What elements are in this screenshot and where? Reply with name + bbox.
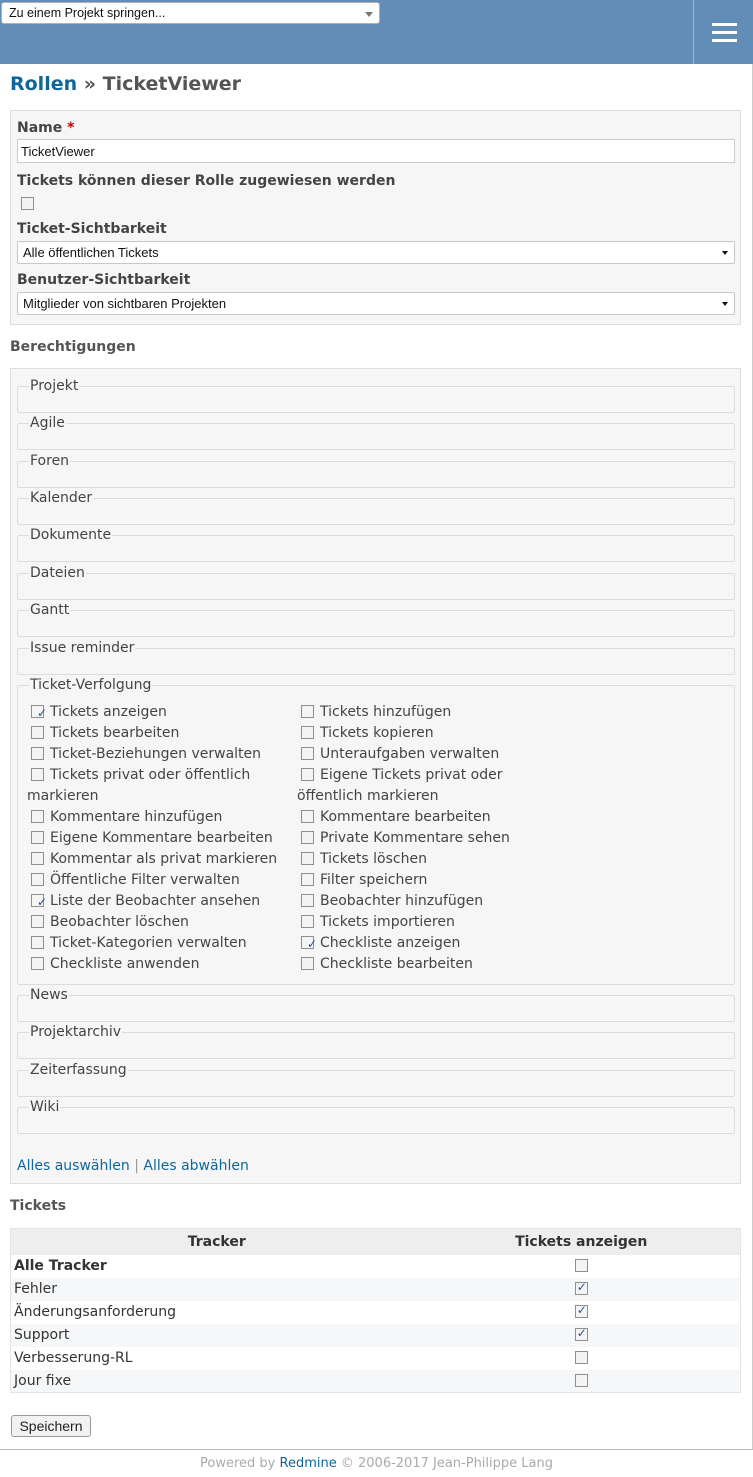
permission-checkbox[interactable] bbox=[31, 957, 44, 970]
permission-item[interactable] bbox=[27, 765, 282, 807]
permission-label: Tickets hinzufügen bbox=[320, 704, 452, 720]
permission-label: Tickets privat oder öffentlich markieren bbox=[27, 767, 251, 804]
tracker-view-checkbox[interactable] bbox=[575, 1351, 588, 1364]
module-legend-gantt[interactable]: Gantt bbox=[30, 602, 70, 618]
permission-item[interactable] bbox=[297, 912, 572, 933]
permission-checkbox[interactable] bbox=[31, 915, 44, 928]
permission-item[interactable] bbox=[297, 744, 572, 765]
module-legend-dokumente[interactable]: Dokumente bbox=[30, 527, 112, 543]
permission-item[interactable] bbox=[27, 723, 302, 744]
select-all-link[interactable]: Alles auswählen bbox=[17, 1158, 130, 1174]
users-visibility-select[interactable]: Mitglieder von sichtbaren Projekten bbox=[17, 292, 735, 315]
table-row bbox=[11, 1255, 741, 1278]
permission-checkbox[interactable] bbox=[31, 936, 44, 949]
permission-item[interactable] bbox=[297, 870, 572, 891]
tracker-view-checkbox[interactable] bbox=[575, 1282, 588, 1295]
permission-item[interactable] bbox=[27, 828, 302, 849]
permissions-heading: Berechtigungen bbox=[10, 339, 136, 355]
permission-item[interactable] bbox=[27, 912, 302, 933]
permission-item[interactable] bbox=[27, 891, 302, 912]
permission-checkbox[interactable] bbox=[301, 726, 314, 739]
module-legend-wiki[interactable]: Wiki bbox=[30, 1099, 60, 1115]
tracker-view-checkbox[interactable] bbox=[575, 1305, 588, 1318]
permission-label: Kommentar als privat markieren bbox=[50, 851, 278, 867]
module-legend-ticket-verfolgung[interactable]: Ticket-Verfolgung bbox=[30, 677, 152, 693]
permission-item[interactable] bbox=[297, 807, 572, 828]
name-label: Name * bbox=[17, 120, 75, 136]
table-row bbox=[11, 1347, 741, 1370]
permission-checkbox[interactable] bbox=[301, 957, 314, 970]
permission-checkbox[interactable] bbox=[31, 768, 44, 781]
chevron-down-icon bbox=[365, 12, 373, 17]
permission-checkbox[interactable] bbox=[31, 747, 44, 760]
tracker-name: Support bbox=[11, 1324, 423, 1347]
permission-item[interactable] bbox=[27, 954, 302, 975]
select-links: Alles auswählen | Alles abwählen bbox=[17, 1158, 249, 1174]
permission-label: Tickets bearbeiten bbox=[50, 725, 180, 741]
chevron-down-icon bbox=[722, 302, 728, 306]
permission-label: Eigene Tickets privat oder öffentlich markieren bbox=[297, 767, 503, 804]
tracker-name: Jour fixe bbox=[11, 1370, 423, 1393]
permission-label: Beobachter hinzufügen bbox=[320, 893, 484, 909]
permission-item[interactable] bbox=[297, 933, 572, 954]
chevron-down-icon bbox=[722, 251, 728, 255]
permission-checkbox[interactable] bbox=[301, 852, 314, 865]
permission-label: Ticket-Kategorien verwalten bbox=[50, 935, 247, 951]
permission-label: Tickets löschen bbox=[320, 851, 427, 867]
permission-checkbox[interactable] bbox=[31, 873, 44, 886]
tracker-name: Änderungsanforderung bbox=[14, 1304, 176, 1320]
permission-checkbox[interactable] bbox=[301, 705, 314, 718]
permission-item[interactable] bbox=[297, 723, 572, 744]
permission-item[interactable] bbox=[297, 702, 572, 723]
permission-item[interactable] bbox=[297, 828, 572, 849]
deselect-all-link[interactable]: Alles abwählen bbox=[143, 1158, 249, 1174]
permission-item[interactable] bbox=[297, 849, 572, 870]
issues-visibility-label: Ticket-Sichtbarkeit bbox=[17, 221, 167, 237]
permission-label: Tickets anzeigen bbox=[50, 704, 167, 720]
permission-label: Kommentare bearbeiten bbox=[320, 809, 491, 825]
permission-label: Checkliste bearbeiten bbox=[320, 956, 473, 972]
tracker-view-checkbox[interactable] bbox=[575, 1374, 588, 1387]
module-fieldset bbox=[17, 498, 735, 525]
permission-checkbox[interactable] bbox=[31, 894, 44, 907]
permission-checkbox[interactable] bbox=[301, 873, 314, 886]
permission-item[interactable] bbox=[27, 933, 302, 954]
permission-label: Liste der Beobachter ansehen bbox=[50, 893, 261, 909]
permission-item[interactable] bbox=[297, 891, 572, 912]
tracker-view-checkbox[interactable] bbox=[575, 1259, 588, 1272]
permission-item[interactable] bbox=[27, 807, 302, 828]
module-fieldset bbox=[17, 386, 735, 413]
role-name-title: TicketViewer bbox=[102, 73, 242, 95]
permission-label: Ticket-Beziehungen verwalten bbox=[50, 746, 262, 762]
permission-label: Beobachter löschen bbox=[50, 914, 189, 930]
permission-label: Eigene Kommentare bearbeiten bbox=[50, 830, 273, 846]
module-fieldset bbox=[17, 610, 735, 637]
permission-checkbox[interactable] bbox=[301, 810, 314, 823]
tracker-name: Verbesserung-RL bbox=[14, 1350, 133, 1366]
table-row bbox=[11, 1370, 741, 1393]
permission-checkbox[interactable] bbox=[31, 852, 44, 865]
tracker-table bbox=[10, 1228, 741, 1393]
breadcrumb-roles-link[interactable]: Rollen bbox=[10, 73, 78, 95]
module-fieldset bbox=[17, 1032, 735, 1059]
permission-label: Unteraufgaben verwalten bbox=[320, 746, 500, 762]
module-fieldset bbox=[17, 995, 735, 1022]
table-row bbox=[11, 1301, 741, 1324]
redmine-link[interactable]: Redmine bbox=[279, 1456, 337, 1471]
permission-checkbox[interactable] bbox=[31, 705, 44, 718]
permission-label: Private Kommentare sehen bbox=[320, 830, 510, 846]
module-fieldset bbox=[17, 1107, 735, 1134]
permission-item[interactable] bbox=[297, 954, 572, 975]
column-header-view: Tickets anzeigen bbox=[423, 1229, 741, 1255]
users-visibility-label: Benutzer-Sichtbarkeit bbox=[17, 272, 191, 288]
permission-checkbox[interactable] bbox=[31, 726, 44, 739]
tickets-heading: Tickets bbox=[10, 1198, 67, 1214]
module-legend-projektarchiv[interactable]: Projektarchiv bbox=[30, 1024, 122, 1040]
permission-item[interactable] bbox=[297, 765, 522, 807]
module-legend-news[interactable]: News bbox=[30, 987, 68, 1003]
module-legend-agile[interactable]: Agile bbox=[30, 415, 65, 431]
module-legend-dateien[interactable]: Dateien bbox=[30, 565, 85, 581]
module-fieldset bbox=[17, 423, 735, 450]
tracker-view-checkbox[interactable] bbox=[575, 1328, 588, 1341]
permission-checkbox[interactable] bbox=[301, 915, 314, 928]
permission-label: Tickets kopieren bbox=[320, 725, 434, 741]
module-legend-foren[interactable]: Foren bbox=[30, 453, 70, 469]
permission-checkbox[interactable] bbox=[301, 768, 314, 781]
module-legend-issue-reminder[interactable]: Issue reminder bbox=[30, 640, 135, 656]
module-fieldset bbox=[17, 573, 735, 600]
permission-item[interactable] bbox=[27, 744, 302, 765]
assignable-checkbox[interactable] bbox=[21, 197, 34, 210]
project-jump-text: Zu einem Projekt springen... bbox=[9, 6, 166, 20]
table-row bbox=[11, 1278, 741, 1301]
column-header-tracker: Tracker bbox=[11, 1229, 423, 1255]
page-title: Rollen » TicketViewer bbox=[10, 73, 242, 95]
project-jump-select[interactable] bbox=[1, 2, 380, 24]
permission-label: Tickets importieren bbox=[320, 914, 455, 930]
permission-checkbox[interactable] bbox=[31, 831, 44, 844]
permission-item[interactable] bbox=[27, 849, 302, 870]
top-menu-bar bbox=[0, 0, 753, 64]
assignable-label: Tickets können dieser Rolle zugewiesen werden bbox=[17, 173, 396, 189]
permission-label: Kommentare hinzufügen bbox=[50, 809, 223, 825]
tracker-name: Fehler bbox=[11, 1278, 423, 1301]
table-row bbox=[11, 1324, 741, 1347]
permission-label: Filter speichern bbox=[320, 872, 428, 888]
footer: Powered by Redmine © 2006-2017 Jean-Philippe Lang bbox=[0, 1449, 753, 1476]
permission-label: Öffentliche Filter verwalten bbox=[50, 872, 240, 888]
module-fieldset bbox=[17, 535, 735, 562]
permission-checkbox[interactable] bbox=[301, 747, 314, 760]
module-fieldset bbox=[17, 461, 735, 488]
permission-item[interactable] bbox=[27, 870, 302, 891]
save-button[interactable]: Speichern bbox=[11, 1415, 91, 1437]
hamburger-menu-icon[interactable] bbox=[693, 0, 753, 64]
permission-checkbox[interactable] bbox=[301, 894, 314, 907]
module-legend-kalender[interactable]: Kalender bbox=[30, 490, 93, 506]
permission-checkbox[interactable] bbox=[301, 936, 314, 949]
module-legend-projekt[interactable]: Projekt bbox=[30, 378, 79, 394]
module-legend-zeiterfassung[interactable]: Zeiterfassung bbox=[30, 1062, 127, 1078]
permission-checkbox[interactable] bbox=[31, 810, 44, 823]
permission-item[interactable] bbox=[27, 702, 302, 723]
permission-label: Checkliste anwenden bbox=[50, 956, 200, 972]
tracker-name: Alle Tracker bbox=[14, 1258, 107, 1274]
permission-checkbox[interactable] bbox=[301, 831, 314, 844]
permission-label: Checkliste anzeigen bbox=[320, 935, 461, 951]
issues-visibility-select[interactable]: Alle öffentlichen Tickets bbox=[17, 241, 735, 264]
name-input[interactable]: TicketViewer bbox=[17, 139, 735, 163]
